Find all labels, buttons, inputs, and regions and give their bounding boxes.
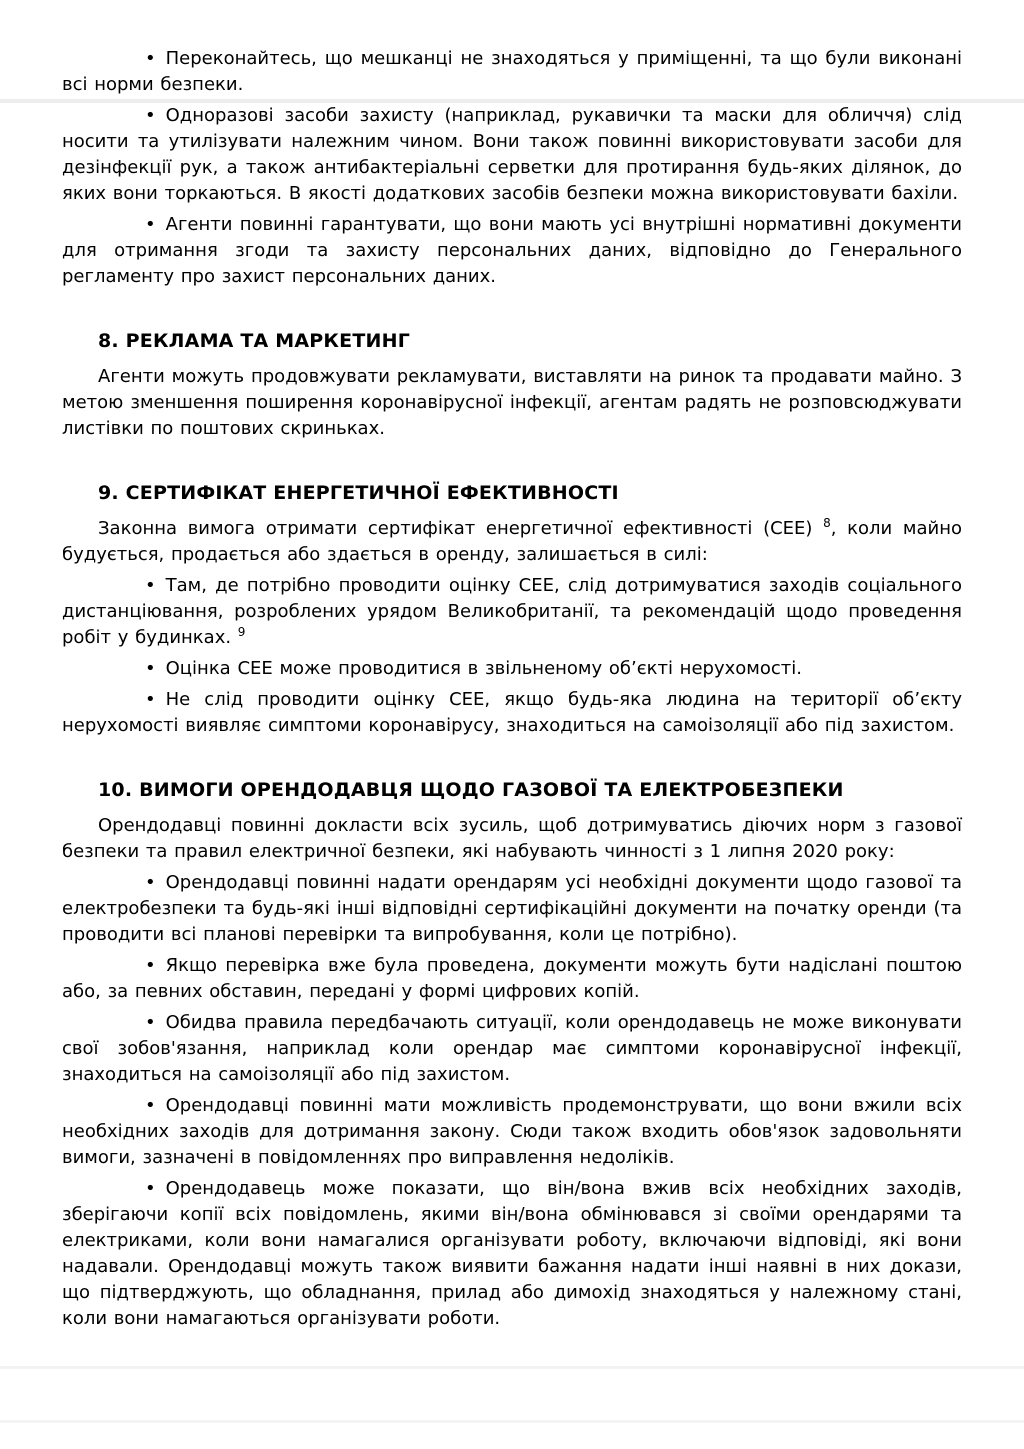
bullet-marker: • (145, 872, 156, 893)
bullet-marker: • (145, 1012, 156, 1033)
footnote-ref: 9 (237, 625, 246, 639)
paragraph (62, 516, 962, 568)
bullet-marker: • (145, 575, 156, 596)
bullet-marker: • (145, 105, 156, 126)
text-run: Законна вимога отримати сертифікат енергетичної ефективності (СЕЕ) (98, 518, 824, 539)
bullet-item (62, 656, 962, 682)
text-run: Орендодавці повинні докласти всіх зусиль, щоб дотримуватись діючих норм з газової безпеки та правил електричної безпеки, які набувають чинності з 1 липня 2020 року: (62, 815, 962, 862)
text-run: Орендодавці повинні надати орендарям усі необхідні документи щодо газової та електробезпеки та будь-які інші відповідні сертифікаційні документи на початку оренди (та проводити всі планові перевірки та випробування, коли це потрібно). (62, 872, 962, 945)
text-run: Одноразові засоби захисту (наприклад, рукавички та маски для обличчя) слід носити та утилізувати належним чином. Вони також повинні використовувати засоби для дезінфекції рук, а також антибактеріальні серветки для протирання будь-яких ділянок, до яких вони торкаються. В якості додаткових засобів безпеки можна використовувати бахіли. (62, 105, 962, 204)
text-run: Обидва правила передбачають ситуації, коли орендодавець не може виконувати свої зобов'язання, наприклад коли орендар має симптоми коронавірусної інфекції, знаходиться на самоізоляції або під захистом. (62, 1012, 962, 1085)
bullet-item (62, 687, 962, 739)
document-body (62, 46, 962, 1332)
text-run: Орендодавці повинні мати можливість продемонструвати, що вони вжили всіх необхідних заходів для дотримання закону. Сюди також входить обов'язок задовольняти вимоги, зазначені в повідомленнях про виправлення недоліків. (62, 1095, 962, 1168)
bullet-item (62, 1176, 962, 1332)
text-run: , коли майно будується, продається або здається в оренду, залишається в силі: (62, 518, 962, 565)
bullet-marker: • (145, 214, 156, 235)
footnote-ref: 8 (823, 516, 831, 530)
text-run: Якщо перевірка вже була проведена, документи можуть бути надіслані поштою або, за певних обставин, передані у формі цифрових копій. (62, 955, 962, 1002)
section-heading (98, 777, 962, 803)
bullet-item (62, 953, 962, 1005)
text-run: Оцінка СЕЕ може проводитися в звільненому об’єкті нерухомості. (165, 658, 802, 679)
section-heading (98, 480, 962, 506)
bullet-marker: • (145, 1095, 156, 1116)
text-run: 10. ВИМОГИ ОРЕНДОДАВЦЯ ЩОДО ГАЗОВОЇ ТА ЕЛЕКТРОБЕЗПЕКИ (98, 779, 844, 801)
bullet-item (62, 870, 962, 948)
bullet-item (62, 1010, 962, 1088)
text-run: Агенти повинні гарантувати, що вони мають усі внутрішні нормативні документи для отримання згоди та захисту персональних даних, відповідно до Генерального регламенту про захист персональних даних. (62, 214, 962, 287)
bullet-item (62, 573, 962, 651)
bullet-item (62, 1093, 962, 1171)
text-run: Не слід проводити оцінку СЕЕ, якщо будь-яка людина на території об’єкту нерухомості виявляє симптоми коронавірусу, знаходиться на самоізоляції або під захистом. (62, 689, 962, 736)
text-run: 9. СЕРТИФІКАТ ЕНЕРГЕТИЧНОЇ ЕФЕКТИВНОСТІ (98, 482, 619, 504)
bullet-marker: • (145, 658, 156, 679)
bullet-marker: • (145, 48, 156, 69)
scan-artifact-line (0, 1420, 1024, 1423)
bullet-marker: • (145, 689, 156, 710)
text-run: Переконайтесь, що мешканці не знаходяться у приміщенні, та що були виконані всі норми безпеки. (62, 48, 962, 95)
text-run: 8. РЕКЛАМА ТА МАРКЕТИНГ (98, 330, 410, 352)
bullet-marker: • (145, 955, 156, 976)
scan-artifact-line (0, 1366, 1024, 1369)
paragraph (62, 813, 962, 865)
bullet-marker: • (145, 1178, 156, 1199)
section-heading (98, 328, 962, 354)
bullet-item (62, 212, 962, 290)
text-run: Агенти можуть продовжувати рекламувати, виставляти на ринок та продавати майно. З метою зменшення поширення коронавірусної інфекції, агентам радять не розповсюджувати листівки по поштових скриньках. (62, 366, 962, 439)
bullet-item (62, 46, 962, 98)
bullet-item (62, 103, 962, 207)
text-run: Орендодавець може показати, що він/вона вжив всіх необхідних заходів, зберігаючи копії всіх повідомлень, якими він/вона обмінювався зі своїми орендарями та електриками, коли вони намагалися організувати роботу, включаючи відповіді, які вони надавали. Орендодавці можуть також виявити бажання надати інші наявні в них докази, що підтверджують, що обладнання, прилад або димохід знаходяться у належному стані, коли вони намагаються організувати роботи. (62, 1178, 962, 1329)
paragraph (62, 364, 962, 442)
text-run: Там, де потрібно проводити оцінку СЕЕ, слід дотримуватися заходів соціального дистанціювання, розроблених урядом Великобританії, та рекомендацій щодо проведення робіт у будинках. (62, 575, 962, 648)
